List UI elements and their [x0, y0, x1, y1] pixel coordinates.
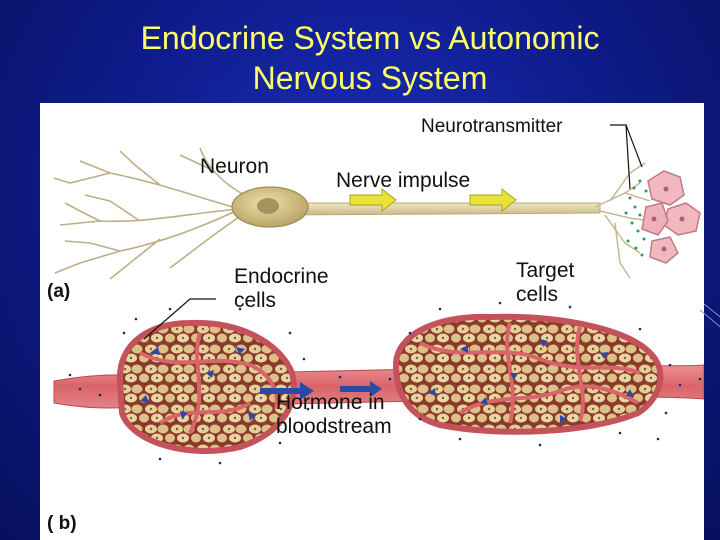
label-neurotransmitter: Neurotransmitter: [421, 116, 563, 137]
label-endocrine-cells-line-2: cells: [234, 289, 277, 312]
label-hormone-in-bloodstream: [276, 391, 392, 439]
label-target-cells: [516, 259, 574, 307]
axon-terminals: [595, 163, 650, 278]
figure-panel: [40, 103, 704, 540]
panel-b-tag: ( b): [47, 513, 77, 534]
neuron-nucleus: [257, 198, 279, 214]
decorative-stripe: [700, 300, 720, 340]
endocrine-illustration: [54, 299, 704, 464]
label-neuron: Neuron: [200, 155, 269, 178]
label-hormone-line-1: Hormone in: [276, 391, 385, 414]
label-hormone-line-2: bloodstream: [276, 415, 392, 438]
label-endocrine-cells-line-1: Endocrine: [234, 265, 329, 288]
slide-title: [60, 18, 680, 98]
target-cells: [642, 171, 700, 263]
endocrine-gland-left: [120, 323, 294, 451]
axon: [280, 203, 600, 215]
label-nerve-impulse: Nerve impulse: [336, 169, 471, 192]
endocrine-gland-right: [396, 317, 660, 432]
label-target-cells-line-2: cells: [516, 283, 559, 306]
neuron-illustration: [54, 125, 700, 279]
label-endocrine-cells: [234, 265, 329, 313]
panel-a-tag: (a): [47, 281, 71, 302]
label-target-cells-line-1: Target: [516, 259, 575, 282]
slide-title-line-1: Endocrine System vs Autonomic: [140, 20, 600, 56]
slide-title-line-2: Nervous System: [252, 60, 488, 96]
